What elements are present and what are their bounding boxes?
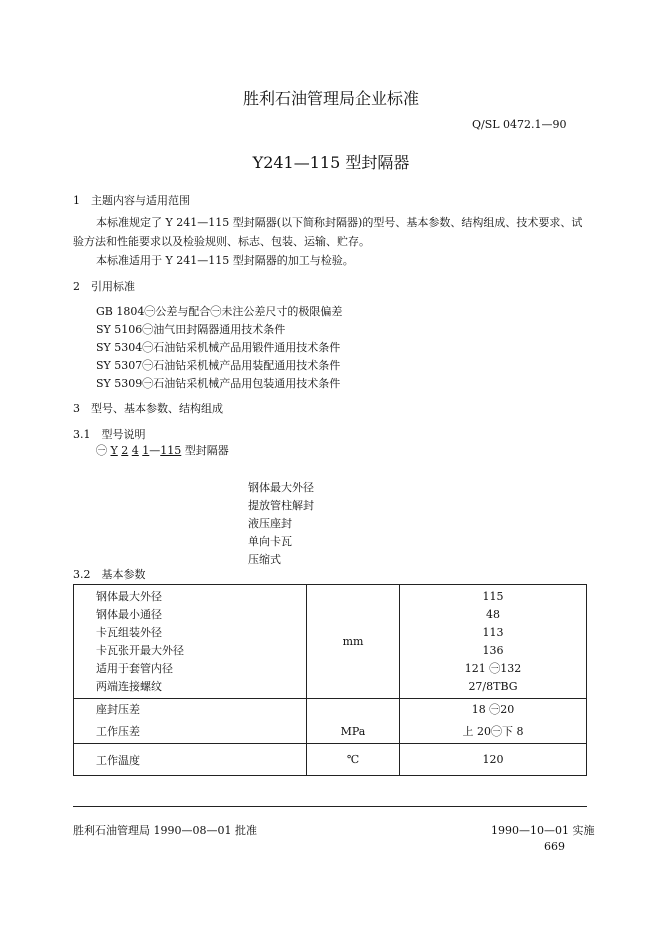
param-unit-cell: ℃ (307, 744, 400, 776)
basic-parameters-table (73, 584, 587, 776)
section-1-para-2: 本标准适用于 Y 241—115 型封隔器的加工与检验。 (96, 254, 354, 267)
section-3-heading: 3 型号、基本参数、结构组成 (73, 402, 223, 415)
param-value: 27/8TBG (468, 679, 518, 693)
param-names-cell (74, 699, 307, 744)
table-row (74, 585, 587, 699)
param-unit: MPa (340, 725, 366, 738)
param-name: 工作压差 (96, 725, 140, 738)
param-name: 卡瓦组装外径 (96, 625, 162, 639)
reference-list (96, 303, 342, 393)
model-part: 1 (142, 444, 150, 457)
standard-code: Q/SL 0472.1—90 (472, 118, 567, 131)
model-designation (96, 442, 229, 460)
section-1-para-1: 本标准规定了 Y 241—115 型封隔器(以下简称封隔器)的型号、基本参数、结构组成、技术要求、试 (96, 216, 583, 229)
param-name: 卡瓦张开最大外径 (96, 643, 184, 657)
param-value: 136 (482, 643, 504, 657)
param-name: 两端连接螺纹 (96, 679, 162, 693)
reference-item: SY 5106㊀油气田封隔器通用技术条件 (96, 323, 286, 336)
param-names-cell (74, 585, 307, 699)
section-3-1-heading: 3.1 型号说明 (73, 428, 146, 441)
model-part: Y (110, 444, 118, 457)
param-unit-cell: mm (307, 585, 400, 699)
model-suffix: 型封隔器 (181, 444, 229, 457)
section-2-heading: 2 引用标准 (73, 280, 135, 293)
model-part: 4 (131, 444, 139, 457)
table-row (74, 699, 587, 744)
section-3-2-heading: 3.2 基本参数 (73, 568, 146, 581)
section-1-para-1-cont: 验方法和性能要求以及检验规则、标志、包装、运输、贮存。 (73, 235, 370, 248)
reference-item: SY 5309㊀石油钻采机械产品用包装通用技术条件 (96, 377, 341, 390)
document-title: Y241—115 型封隔器 (252, 153, 410, 172)
model-notes (248, 479, 314, 569)
reference-item: GB 1804㊀公差与配合㊀未注公差尺寸的极限偏差 (96, 305, 343, 318)
param-value: 48 (486, 607, 500, 621)
param-name: 钢体最大外径 (96, 589, 162, 603)
param-name: 钢体最小通径 (96, 607, 162, 621)
param-value: 113 (482, 625, 504, 639)
model-note: 钢体最大外径 (248, 481, 314, 494)
model-note: 压缩式 (248, 553, 281, 566)
param-values-cell (400, 699, 587, 744)
param-value-cell: 120 (400, 744, 587, 776)
param-name-cell: 工作温度 (74, 744, 307, 776)
model-part: — (149, 444, 161, 457)
model-prefix: ㊀ (96, 444, 107, 457)
model-part: 115 (160, 444, 182, 457)
org-standard-heading: 胜利石油管理局企业标准 (242, 89, 419, 108)
effective-date: 1990—10—01 实施 (491, 824, 595, 837)
param-value: 115 (482, 589, 504, 603)
param-name: 适用于套管内径 (96, 661, 173, 675)
param-values-cell (400, 585, 587, 699)
footer-divider (73, 806, 587, 807)
model-note: 单向卡瓦 (248, 535, 292, 548)
model-note: 提放管柱解封 (248, 499, 314, 512)
param-unit-cell (307, 699, 400, 744)
table-row (74, 744, 587, 776)
param-value: 上 20㊀下 8 (462, 725, 524, 738)
reference-item: SY 5304㊀石油钻采机械产品用锻件通用技术条件 (96, 341, 341, 354)
model-part: 2 (121, 444, 129, 457)
param-value: 121 ㊀132 (464, 661, 522, 675)
page-number: 669 (544, 840, 565, 853)
approval-date: 胜利石油管理局 1990—08—01 批准 (73, 824, 257, 837)
param-name: 座封压差 (96, 703, 140, 716)
reference-item: SY 5307㊀石油钻采机械产品用装配通用技术条件 (96, 359, 341, 372)
param-value: 18 ㊀20 (471, 703, 515, 716)
model-note: 液压座封 (248, 517, 292, 530)
section-1-heading: 1 主题内容与适用范围 (73, 194, 190, 207)
